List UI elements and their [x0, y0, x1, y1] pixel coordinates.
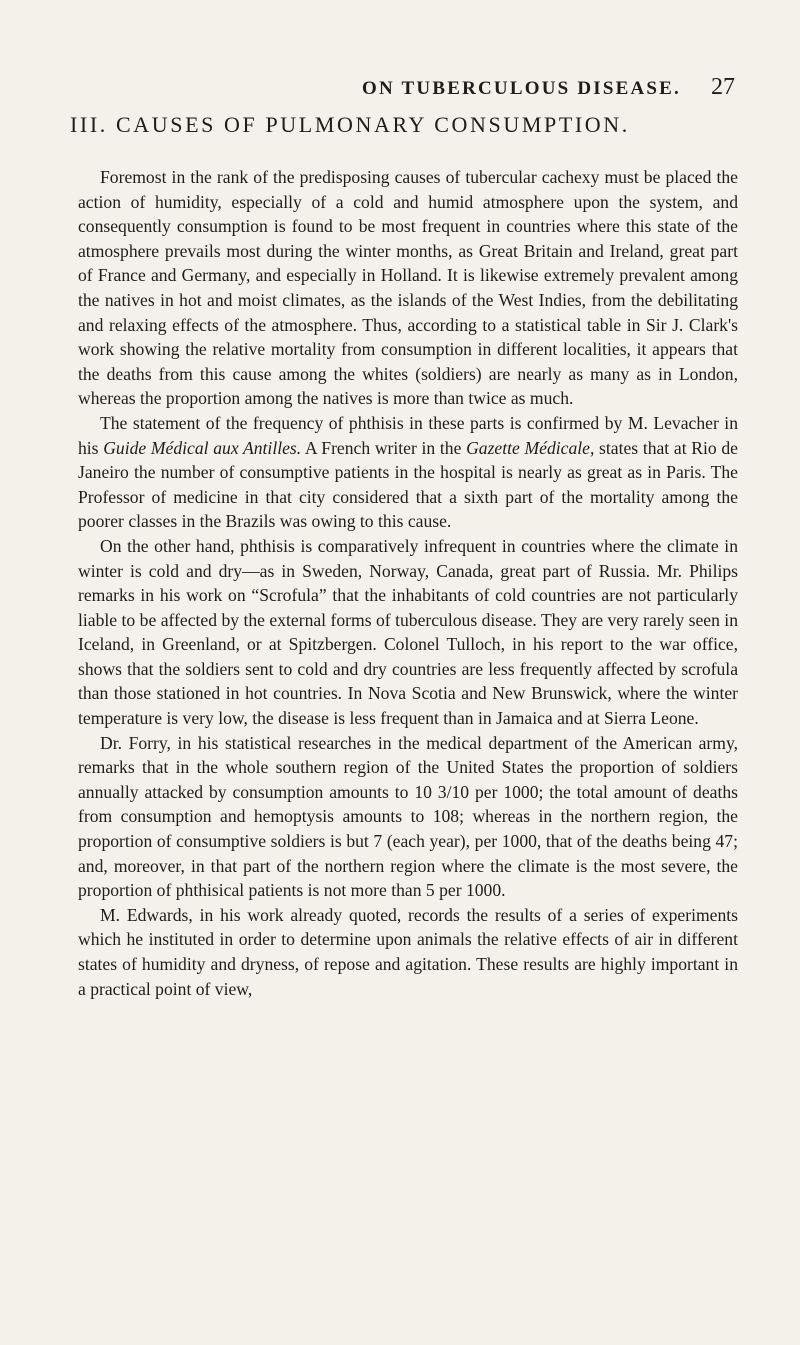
running-title: ON TUBERCULOUS DISEASE.: [362, 78, 681, 99]
running-head: [0, 74, 735, 101]
paragraph-cold-dry-climates: On the other hand, phthisis is comparatively infrequent in countries where the climate in winter is cold and dry—as in Sweden, Norway, Canada, great part of Russia. Mr. Philips remarks in his work on “Scrofula” that the inhabitants of cold countries are not particularly liable to be affected by the external forms of tuberculous disease. They are very rarely seen in Iceland, in Greenland, or at Spitzbergen. Colonel Tulloch, in his report to the war office, shows that the soldiers sent to cold and dry countries are less frequently affected by scrofula than those stationed in hot countries. In Nova Scotia and New Brunswick, where the winter temperature is very low, the disease is less frequent than in Jamaica and at Sierra Leone.: [78, 535, 738, 729]
p2-text-a: The statement of the frequency of phthisis in these parts is confirmed by M. Levacher in his: [78, 412, 738, 458]
book-title-guide-medical: Guide Médical aux Antilles.: [103, 437, 302, 458]
journal-title-gazette-medicale: Gazette Médicale,: [466, 437, 595, 458]
p2-text-b: A French writer in the: [301, 437, 467, 458]
section-title: III. CAUSES OF PULMONARY CONSUMPTION.: [70, 112, 630, 137]
p2-text-c: states that at Rio de Janeiro the number of consumptive patients in the hospital is nearly as great as in Paris. The Professor of medicine in that city considered that a sixth part of the mortality among the poorer classes in the Brazils was owing to this cause.: [78, 437, 738, 532]
paragraph-humidity: Foremost in the rank of the predisposing causes of tubercular cachexy must be placed the action of humidity, especially of a cold and humid atmosphere upon the system, and consequently consumption is found to be most frequent in countries where this state of the atmosphere prevails most during the winter months, as Great Britain and Ireland, great part of France and Germany, and especially in Holland. It is likewise extremely prevalent among the natives in hot and moist climates, as the islands of the West Indies, from the debilitating and relaxing effects of the atmosphere. Thus, according to a statistical table in Sir J. Clark's work showing the relative mortality from consumption in different localities, it appears that the deaths from this cause among the whites (soldiers) are nearly as many as in London, whereas the proportion among the natives is more than twice as much.: [78, 167, 738, 409]
page-number: 27: [711, 74, 735, 100]
paragraph-levacher: [78, 411, 738, 534]
paragraph-edwards: M. Edwards, in his work already quoted, records the results of a series of experiments which he instituted in order to determine upon animals the relative effects of air in different states of humidity and dryness, of repose and agitation. These results are highly important in a practical point of view,: [78, 904, 738, 999]
paragraph-forry: Dr. Forry, in his statistical researches in the medical department of the American army, remarks that in the whole southern region of the United States the proportion of soldiers annually attacked by consumption amounts to 10 3/10 per 1000; the total amount of deaths from consumption and hemoptysis amounts to 108; whereas in the northern region, the proportion of consumptive soldiers is but 7 (each year), per 1000, that of the deaths being 47; and, moreover, in that part of the northern region where the climate is the most severe, the proportion of phthisical patients is not more than 5 per 1000.: [78, 732, 738, 901]
body-text: [78, 165, 738, 1001]
